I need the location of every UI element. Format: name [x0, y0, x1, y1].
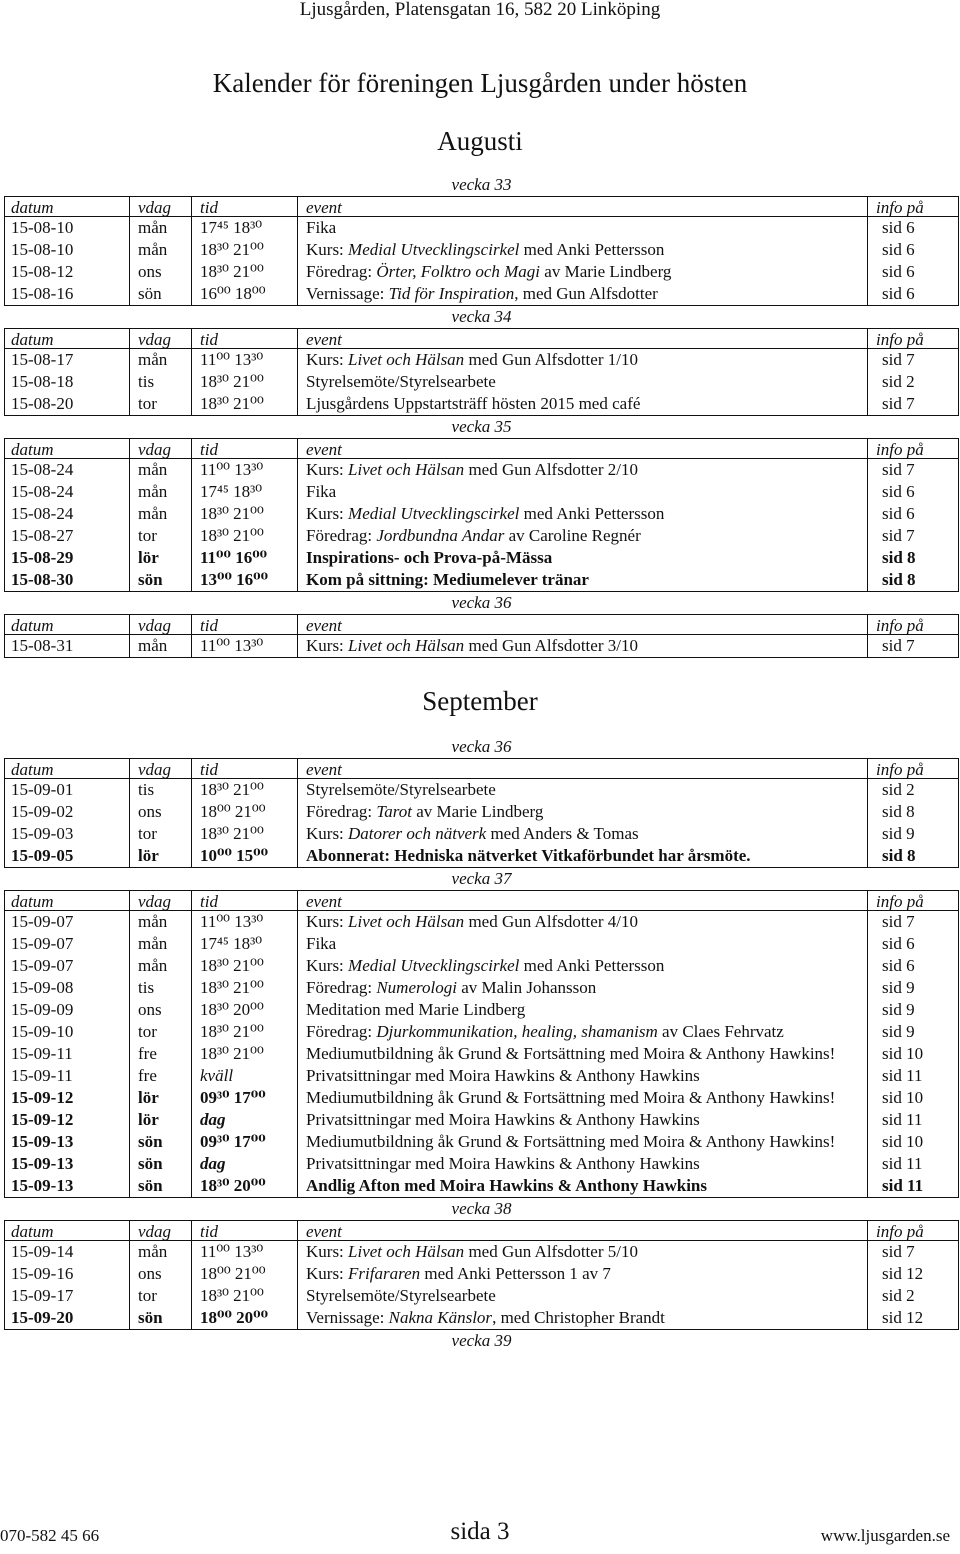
table-row: [5, 569, 958, 591]
cell-event: Kurs: Medial Utvecklingscirkel med Anki Pettersson: [297, 503, 867, 525]
cell-info-page: sid 8: [867, 801, 960, 823]
col-info-header: info på: [867, 615, 960, 636]
col-tid-header: tid: [191, 439, 297, 460]
cell-weekday: mån: [129, 503, 191, 525]
footer-page-number: sida 3: [450, 1518, 510, 1545]
col-info-header: info på: [867, 891, 960, 912]
cell-date: 15-09-13: [11, 1154, 74, 1173]
col-tid-header: tid: [191, 329, 297, 350]
table-header-row: [4, 196, 959, 217]
page-footer: [0, 1518, 960, 1554]
table-row: [5, 1109, 958, 1131]
cell-weekday: ons: [129, 261, 191, 283]
cell-date: 15-08-31: [11, 636, 74, 655]
cell-date: 15-08-30: [11, 570, 74, 589]
cell-date: 15-08-12: [11, 262, 74, 281]
cell-info-page: sid 6: [867, 933, 960, 955]
table-row: [5, 801, 958, 823]
cell-date: 15-09-05: [11, 846, 74, 865]
cell-info-page: sid 10: [867, 1043, 960, 1065]
table-body: [4, 459, 959, 592]
table-row: [5, 635, 958, 657]
cell-date: 15-09-09: [11, 1000, 74, 1019]
cell-info-page: sid 7: [867, 525, 960, 547]
cell-weekday: fre: [129, 1043, 191, 1065]
col-vdag-header: vdag: [129, 759, 191, 780]
cell-info-page: sid 7: [867, 393, 960, 415]
cell-event: Föredrag: Tarot av Marie Lindberg: [297, 801, 867, 823]
cell-weekday: lör: [129, 547, 191, 569]
col-vdag-header: vdag: [129, 615, 191, 636]
cell-event: Styrelsemöte/Styrelsearbete: [297, 1285, 867, 1307]
col-datum-header: datum: [11, 330, 54, 349]
cell-time: 18³⁰ 21⁰⁰: [191, 779, 297, 801]
cell-date: 15-08-24: [11, 482, 74, 501]
cell-weekday: tor: [129, 1285, 191, 1307]
cell-weekday: tor: [129, 823, 191, 845]
week-label: vecka 33: [451, 175, 512, 194]
cell-time: 18⁰⁰ 21⁰⁰: [191, 801, 297, 823]
table-header-row: [4, 438, 959, 459]
cell-time: 18³⁰ 21⁰⁰: [191, 525, 297, 547]
col-datum-header: datum: [11, 440, 54, 459]
cell-event: Vernissage: Tid för Inspiration, med Gun Alfsdotter: [297, 283, 867, 305]
cell-event: Kurs: Livet och Hälsan med Gun Alfsdotter 3/10: [297, 635, 867, 657]
cell-event: Föredrag: Djurkommunikation, healing, shamanism av Claes Fehrvatz: [297, 1021, 867, 1043]
table-row: [5, 525, 958, 547]
week-label: vecka 36: [451, 737, 512, 756]
cell-date: 15-08-16: [11, 284, 74, 303]
cell-time: 18³⁰ 21⁰⁰: [191, 393, 297, 415]
cell-info-page: sid 2: [867, 371, 960, 393]
col-event-header: event: [297, 329, 867, 350]
col-event-header: event: [297, 439, 867, 460]
cell-info-page: sid 9: [867, 977, 960, 999]
cell-event: Kurs: Medial Utvecklingscirkel med Anki Pettersson: [297, 239, 867, 261]
table-row: [5, 977, 958, 999]
cell-time: 18⁰⁰ 21⁰⁰: [191, 1263, 297, 1285]
cell-date: 15-09-11: [11, 1044, 73, 1063]
week-label: vecka 38: [451, 1199, 512, 1218]
col-tid-header: tid: [191, 759, 297, 780]
cell-info-page: sid 11: [867, 1175, 960, 1197]
cell-weekday: lör: [129, 845, 191, 867]
cell-time: 10⁰⁰ 15⁰⁰: [191, 845, 297, 867]
table-row: [5, 371, 958, 393]
col-tid-header: tid: [191, 1221, 297, 1242]
cell-event: Styrelsemöte/Styrelsearbete: [297, 779, 867, 801]
cell-event: Privatsittningar med Moira Hawkins & Anthony Hawkins: [297, 1109, 867, 1131]
cell-event: Kom på sittning: Mediumelever tränar: [297, 569, 867, 591]
cell-weekday: tis: [129, 371, 191, 393]
cell-date: 15-08-29: [11, 548, 74, 567]
col-tid-header: tid: [191, 891, 297, 912]
cell-event: Privatsittningar med Moira Hawkins & Anthony Hawkins: [297, 1065, 867, 1087]
cell-info-page: sid 6: [867, 217, 960, 239]
cell-time: kväll: [191, 1065, 297, 1087]
col-event-header: event: [297, 759, 867, 780]
cell-event: Styrelsemöte/Styrelsearbete: [297, 371, 867, 393]
cell-time: 09³⁰ 17⁰⁰: [191, 1131, 297, 1153]
cell-info-page: sid 10: [867, 1087, 960, 1109]
cell-date: 15-09-07: [11, 934, 74, 953]
table-body: [4, 349, 959, 416]
cell-info-page: sid 7: [867, 1241, 960, 1263]
cell-time: 18³⁰ 20⁰⁰: [191, 1175, 297, 1197]
table-row: [5, 911, 958, 933]
table-row: [5, 349, 958, 371]
cell-date: 15-08-18: [11, 372, 74, 391]
cell-event: Fika: [297, 933, 867, 955]
cell-weekday: sön: [129, 1307, 191, 1329]
cell-date: 15-08-20: [11, 394, 74, 413]
col-event-header: event: [297, 615, 867, 636]
cell-info-page: sid 8: [867, 547, 960, 569]
cell-time: 17⁴⁵ 18³⁰: [191, 481, 297, 503]
cell-info-page: sid 9: [867, 1021, 960, 1043]
cell-event: Mediumutbildning åk Grund & Fortsättning med Moira & Anthony Hawkins!: [297, 1087, 867, 1109]
cell-info-page: sid 11: [867, 1153, 960, 1175]
col-info-header: info på: [867, 439, 960, 460]
cell-time: 18³⁰ 21⁰⁰: [191, 1043, 297, 1065]
cell-weekday: mån: [129, 1241, 191, 1263]
col-datum-header: datum: [11, 892, 54, 911]
table-header-row: [4, 328, 959, 349]
cell-event: Vernissage: Nakna Känslor, med Christopher Brandt: [297, 1307, 867, 1329]
cell-event: Föredrag: Numerologi av Malin Johansson: [297, 977, 867, 999]
cell-time: dag: [191, 1109, 297, 1131]
cell-event: Abonnerat: Hedniska nätverket Vitkaförbundet har årsmöte.: [297, 845, 867, 867]
page-header: Ljusgården, Platensgatan 16, 582 20 Linköping: [299, 0, 661, 20]
table-row: [5, 1285, 958, 1307]
cell-date: 15-09-03: [11, 824, 74, 843]
cell-weekday: mån: [129, 217, 191, 239]
cell-info-page: sid 2: [867, 779, 960, 801]
cell-info-page: sid 6: [867, 955, 960, 977]
week-label: vecka 36: [451, 593, 512, 612]
cell-info-page: sid 12: [867, 1263, 960, 1285]
week-label: vecka 39: [451, 1331, 512, 1350]
cell-date: 15-09-02: [11, 802, 74, 821]
col-vdag-header: vdag: [129, 197, 191, 218]
week-label: vecka 35: [451, 417, 512, 436]
table-row: [5, 955, 958, 977]
col-vdag-header: vdag: [129, 891, 191, 912]
cell-info-page: sid 7: [867, 349, 960, 371]
cell-date: 15-09-14: [11, 1242, 74, 1261]
table-row: [5, 823, 958, 845]
cell-time: 18³⁰ 21⁰⁰: [191, 503, 297, 525]
cell-info-page: sid 8: [867, 845, 960, 867]
col-info-header: info på: [867, 329, 960, 350]
table-row: [5, 481, 958, 503]
cell-weekday: mån: [129, 349, 191, 371]
cell-time: 18³⁰ 21⁰⁰: [191, 371, 297, 393]
col-event-header: event: [297, 197, 867, 218]
cell-weekday: sön: [129, 283, 191, 305]
cell-weekday: mån: [129, 635, 191, 657]
table-row: [5, 217, 958, 239]
cell-date: 15-09-01: [11, 780, 74, 799]
col-vdag-header: vdag: [129, 329, 191, 350]
cell-time: 11⁰⁰ 13³⁰: [191, 1241, 297, 1263]
cell-weekday: sön: [129, 569, 191, 591]
cell-date: 15-09-08: [11, 978, 74, 997]
col-info-header: info på: [867, 197, 960, 218]
col-datum-header: datum: [11, 1222, 54, 1241]
cell-weekday: mån: [129, 459, 191, 481]
table-header-row: [4, 614, 959, 635]
cell-event: Meditation med Marie Lindberg: [297, 999, 867, 1021]
col-event-header: event: [297, 1221, 867, 1242]
cell-date: 15-08-10: [11, 240, 74, 259]
col-tid-header: tid: [191, 197, 297, 218]
cell-time: 11⁰⁰ 13³⁰: [191, 459, 297, 481]
cell-info-page: sid 12: [867, 1307, 960, 1329]
cell-weekday: tis: [129, 779, 191, 801]
cell-weekday: ons: [129, 801, 191, 823]
cell-weekday: tis: [129, 977, 191, 999]
cell-event: Kurs: Frifararen med Anki Pettersson 1 av 7: [297, 1263, 867, 1285]
cell-weekday: lör: [129, 1109, 191, 1131]
table-body: [4, 779, 959, 868]
cell-weekday: tor: [129, 393, 191, 415]
cell-info-page: sid 11: [867, 1109, 960, 1131]
table-row: [5, 1153, 958, 1175]
cell-date: 15-09-16: [11, 1264, 74, 1283]
cell-time: 18³⁰ 21⁰⁰: [191, 955, 297, 977]
cell-time: 13⁰⁰ 16⁰⁰: [191, 569, 297, 591]
table-row: [5, 261, 958, 283]
cell-event: Kurs: Livet och Hälsan med Gun Alfsdotter 5/10: [297, 1241, 867, 1263]
cell-weekday: mån: [129, 239, 191, 261]
calendar-august: [4, 174, 959, 658]
cell-time: 18³⁰ 21⁰⁰: [191, 823, 297, 845]
table-body: [4, 911, 959, 1198]
week-label: vecka 37: [451, 869, 512, 888]
col-datum-header: datum: [11, 198, 54, 217]
table-header-row: [4, 890, 959, 911]
table-row: [5, 1263, 958, 1285]
cell-weekday: sön: [129, 1175, 191, 1197]
cell-event: Ljusgårdens Uppstartsträff hösten 2015 med café: [297, 393, 867, 415]
cell-info-page: sid 2: [867, 1285, 960, 1307]
cell-date: 15-09-12: [11, 1110, 74, 1129]
table-body: [4, 635, 959, 658]
cell-weekday: mån: [129, 911, 191, 933]
cell-info-page: sid 7: [867, 635, 960, 657]
col-vdag-header: vdag: [129, 1221, 191, 1242]
table-row: [5, 547, 958, 569]
cell-event: Andlig Afton med Moira Hawkins & Anthony Hawkins: [297, 1175, 867, 1197]
cell-date: 15-09-17: [11, 1286, 74, 1305]
table-row: [5, 779, 958, 801]
cell-time: 18⁰⁰ 20⁰⁰: [191, 1307, 297, 1329]
cell-date: 15-08-24: [11, 504, 74, 523]
cell-date: 15-09-13: [11, 1176, 74, 1195]
table-row: [5, 239, 958, 261]
table-body: [4, 1241, 959, 1330]
cell-weekday: mån: [129, 481, 191, 503]
cell-date: 15-09-20: [11, 1308, 74, 1327]
cell-time: 18³⁰ 21⁰⁰: [191, 1285, 297, 1307]
cell-event: Fika: [297, 217, 867, 239]
cell-event: Kurs: Livet och Hälsan med Gun Alfsdotter 1/10: [297, 349, 867, 371]
cell-event: Kurs: Livet och Hälsan med Gun Alfsdotter 2/10: [297, 459, 867, 481]
cell-info-page: sid 8: [867, 569, 960, 591]
cell-info-page: sid 6: [867, 481, 960, 503]
cell-event: Privatsittningar med Moira Hawkins & Anthony Hawkins: [297, 1153, 867, 1175]
cell-event: Fika: [297, 481, 867, 503]
cell-time: 18³⁰ 21⁰⁰: [191, 1021, 297, 1043]
cell-weekday: tor: [129, 525, 191, 547]
table-row: [5, 933, 958, 955]
cell-event: Föredrag: Jordbundna Andar av Caroline Regnér: [297, 525, 867, 547]
cell-date: 15-09-11: [11, 1066, 73, 1085]
col-event-header: event: [297, 891, 867, 912]
cell-info-page: sid 6: [867, 239, 960, 261]
col-tid-header: tid: [191, 615, 297, 636]
cell-weekday: ons: [129, 1263, 191, 1285]
cell-info-page: sid 10: [867, 1131, 960, 1153]
table-row: [5, 459, 958, 481]
cell-weekday: fre: [129, 1065, 191, 1087]
cell-time: 18³⁰ 21⁰⁰: [191, 977, 297, 999]
cell-time: 18³⁰ 21⁰⁰: [191, 239, 297, 261]
cell-weekday: sön: [129, 1153, 191, 1175]
table-row: [5, 283, 958, 305]
col-datum-header: datum: [11, 760, 54, 779]
table-row: [5, 1065, 958, 1087]
cell-event: Mediumutbildning åk Grund & Fortsättning med Moira & Anthony Hawkins!: [297, 1131, 867, 1153]
cell-time: 17⁴⁵ 18³⁰: [191, 933, 297, 955]
cell-time: dag: [191, 1153, 297, 1175]
cell-time: 18³⁰ 21⁰⁰: [191, 261, 297, 283]
cell-weekday: mån: [129, 955, 191, 977]
cell-info-page: sid 11: [867, 1065, 960, 1087]
cell-time: 09³⁰ 17⁰⁰: [191, 1087, 297, 1109]
cell-info-page: sid 6: [867, 283, 960, 305]
calendar-september: [4, 736, 959, 1352]
cell-event: Föredrag: Örter, Folktro och Magi av Marie Lindberg: [297, 261, 867, 283]
footer-website-link[interactable]: www.ljusgarden.se: [820, 1526, 950, 1545]
cell-weekday: mån: [129, 933, 191, 955]
cell-weekday: ons: [129, 999, 191, 1021]
week-label: vecka 34: [451, 307, 512, 326]
cell-event: Kurs: Medial Utvecklingscirkel med Anki Pettersson: [297, 955, 867, 977]
cell-date: 15-08-10: [11, 218, 74, 237]
cell-info-page: sid 7: [867, 911, 960, 933]
cell-weekday: lör: [129, 1087, 191, 1109]
month-heading-september: September: [422, 686, 538, 716]
cell-time: 11⁰⁰ 13³⁰: [191, 349, 297, 371]
cell-info-page: sid 9: [867, 999, 960, 1021]
table-row: [5, 845, 958, 867]
cell-event: Kurs: Livet och Hälsan med Gun Alfsdotter 4/10: [297, 911, 867, 933]
table-row: [5, 1131, 958, 1153]
cell-date: 15-08-17: [11, 350, 74, 369]
cell-event: Mediumutbildning åk Grund & Fortsättning med Moira & Anthony Hawkins!: [297, 1043, 867, 1065]
table-row: [5, 1021, 958, 1043]
cell-info-page: sid 9: [867, 823, 960, 845]
cell-time: 18³⁰ 20⁰⁰: [191, 999, 297, 1021]
table-row: [5, 1175, 958, 1197]
cell-date: 15-09-07: [11, 912, 74, 931]
footer-phone: 070-582 45 66: [0, 1526, 100, 1545]
cell-time: 11⁰⁰ 13³⁰: [191, 911, 297, 933]
cell-event: Inspirations- och Prova-på-Mässa: [297, 547, 867, 569]
table-header-row: [4, 1220, 959, 1241]
table-row: [5, 393, 958, 415]
cell-weekday: tor: [129, 1021, 191, 1043]
cell-info-page: sid 6: [867, 503, 960, 525]
table-row: [5, 999, 958, 1021]
cell-date: 15-09-12: [11, 1088, 74, 1107]
col-vdag-header: vdag: [129, 439, 191, 460]
table-row: [5, 503, 958, 525]
table-body: [4, 217, 959, 306]
cell-date: 15-08-27: [11, 526, 74, 545]
cell-date: 15-09-13: [11, 1132, 74, 1151]
cell-time: 16⁰⁰ 18⁰⁰: [191, 283, 297, 305]
col-info-header: info på: [867, 759, 960, 780]
cell-time: 11⁰⁰ 16⁰⁰: [191, 547, 297, 569]
month-heading-august: Augusti: [437, 126, 523, 156]
table-row: [5, 1087, 958, 1109]
cell-info-page: sid 7: [867, 459, 960, 481]
cell-info-page: sid 6: [867, 261, 960, 283]
cell-date: 15-09-07: [11, 956, 74, 975]
cell-date: 15-08-24: [11, 460, 74, 479]
cell-time: 11⁰⁰ 13³⁰: [191, 635, 297, 657]
table-header-row: [4, 758, 959, 779]
page-title: Kalender för föreningen Ljusgården under hösten: [212, 68, 748, 98]
col-datum-header: datum: [11, 616, 54, 635]
col-info-header: info på: [867, 1221, 960, 1242]
cell-date: 15-09-10: [11, 1022, 74, 1041]
table-row: [5, 1307, 958, 1329]
cell-weekday: sön: [129, 1131, 191, 1153]
table-row: [5, 1043, 958, 1065]
table-row: [5, 1241, 958, 1263]
cell-event: Kurs: Datorer och nätverk med Anders & Tomas: [297, 823, 867, 845]
cell-time: 17⁴⁵ 18³⁰: [191, 217, 297, 239]
